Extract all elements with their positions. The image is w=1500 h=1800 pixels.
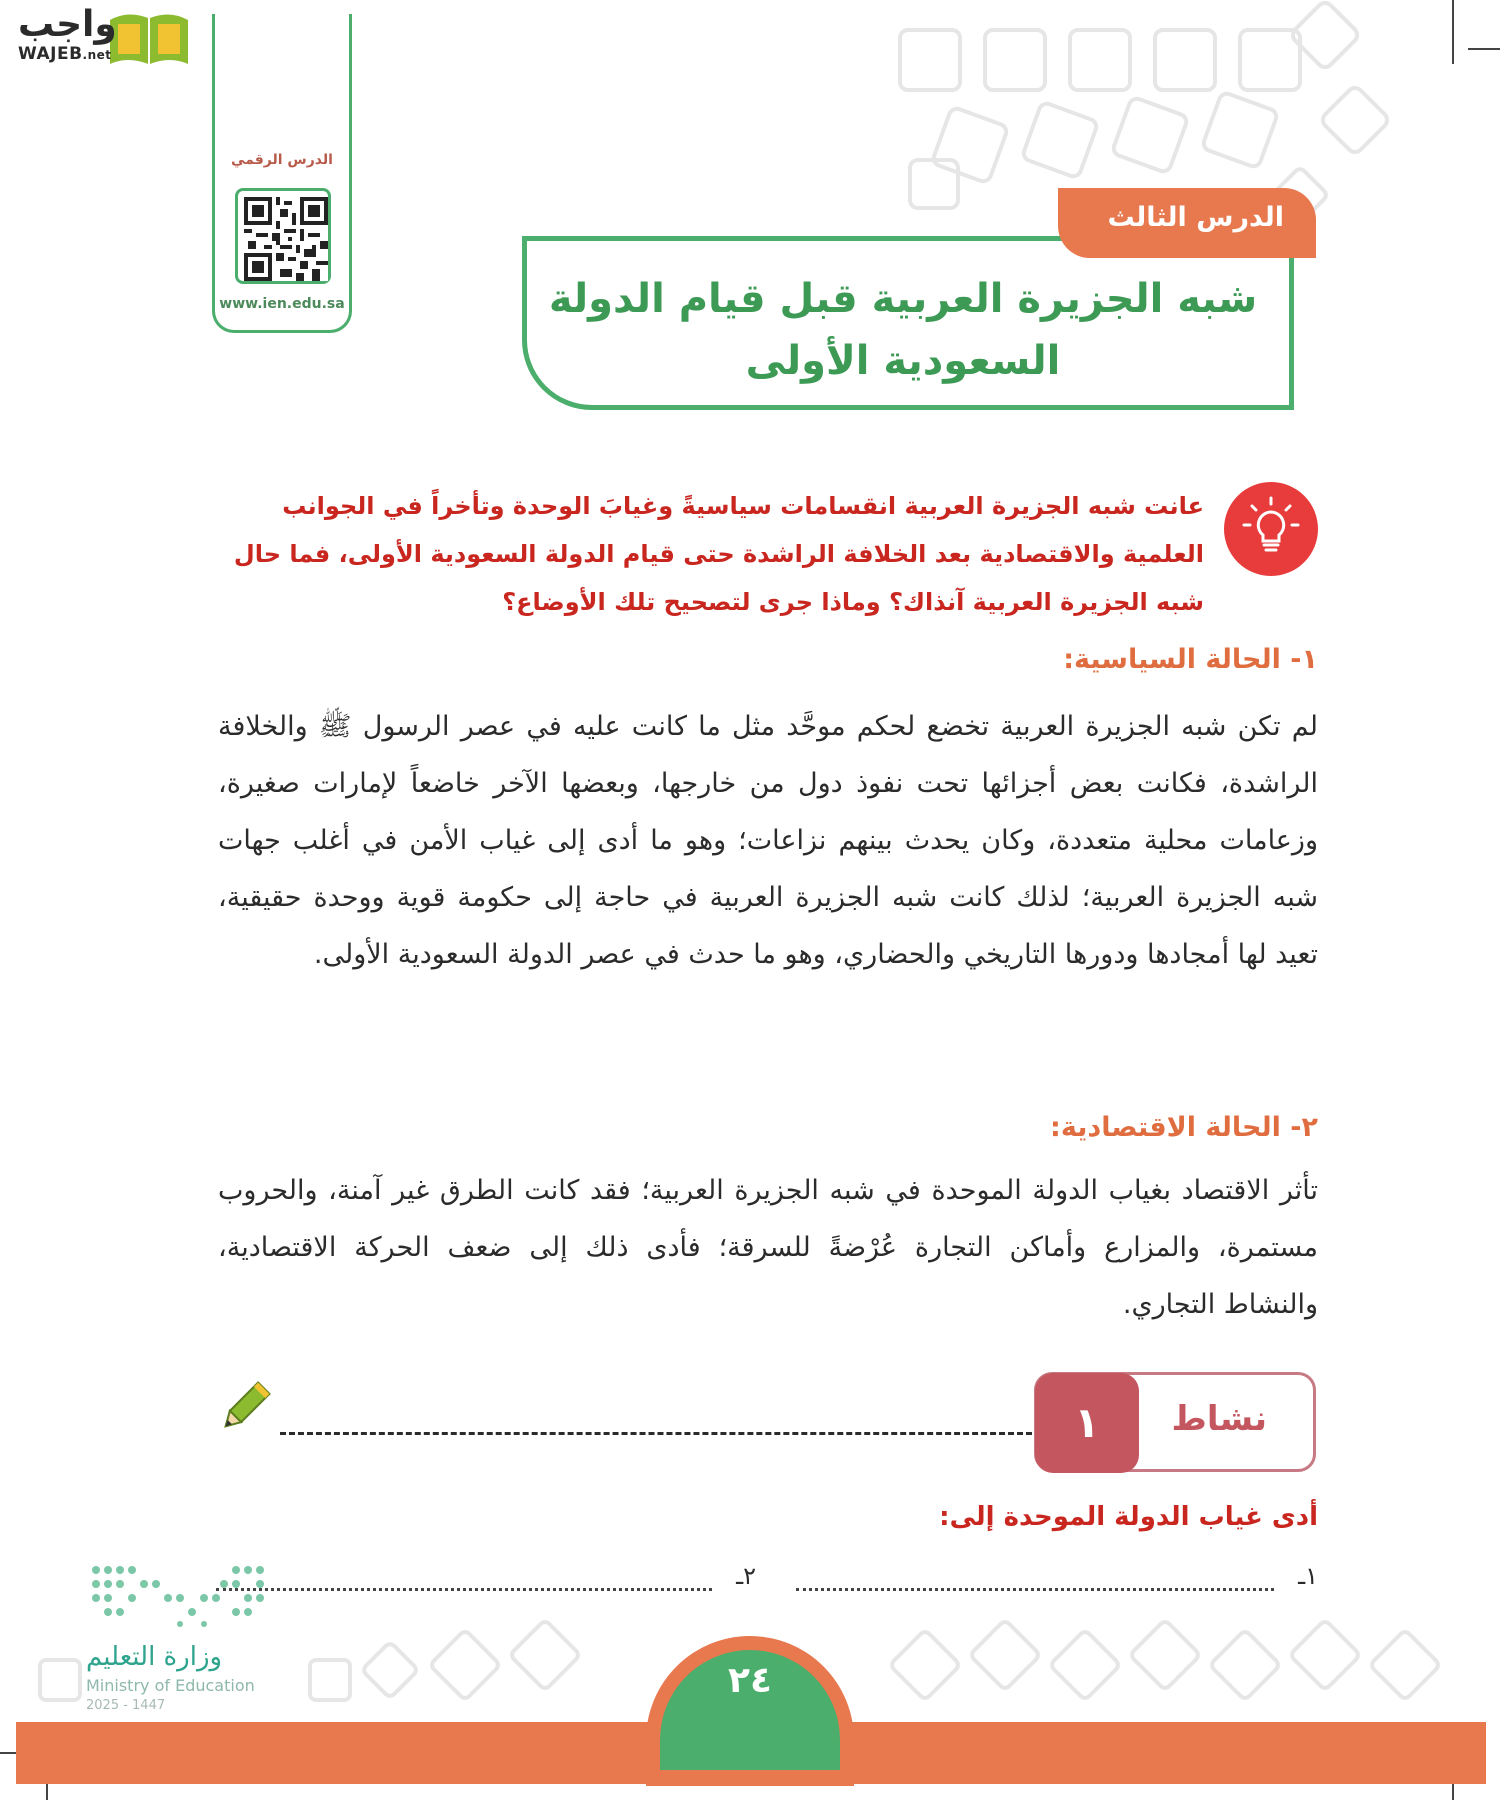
lightbulb-badge xyxy=(1224,482,1318,576)
section-body-political: لم تكن شبه الجزيرة العربية تخضع لحكم موحَّد مثل ما كانت عليه في عصر الرسول ﷺ والخلافة الراشدة، فكانت بعض أجزائها تحت نفوذ دول من خارجها، وبعضها الآخر خاضعاً لإمارات صغيرة، وزعامات محلية متعددة، وكان يحدث بينهم نزاعات؛ وهو ما أدى إلى غياب الأمن في أغلب جهات شبه الجزيرة العربية؛ لذلك كانت شبه الجزيرة العربية في حاجة إلى حكومة قوية ووحدة حقيقية، تعيد لها أمجادها ودورها التاريخي والحضاري، وهو ما حدث في عصر الدولة السعودية الأولى. xyxy=(218,711,1318,970)
lesson-title-line-2: السعودية الأولى xyxy=(745,338,1061,384)
activity-label: نشاط xyxy=(1171,1399,1267,1439)
lesson-intro-question: عانت شبه الجزيرة العربية انقسامات سياسيةً وغيابَ الوحدة وتأخراً في الجوانب العلمية والاقتصادية بعد الخلافة الراشدة حتى قيام الدولة السعودية الأولى، فما حال شبه الجزيرة العربية آنذاك؟ وماذا جرى لتصحيح تلك الأوضاع؟ xyxy=(233,492,1204,616)
crop-mark xyxy=(1452,0,1454,64)
digital-lesson-card[interactable] xyxy=(212,14,352,333)
page-number: ٢٤ xyxy=(728,1660,772,1701)
watermark-latin: WAJEB.net xyxy=(18,44,112,64)
answer-2-field[interactable] xyxy=(216,1588,712,1591)
lesson-number-label: الدرس الثالث xyxy=(1107,202,1284,233)
digital-lesson-label: الدرس الرقمي xyxy=(231,152,333,168)
book-icon xyxy=(104,6,194,68)
answer-1-label: ١ـ xyxy=(1298,1562,1318,1590)
lesson-title-box xyxy=(522,236,1294,410)
lightbulb-icon xyxy=(1224,482,1318,576)
answer-1-field[interactable] xyxy=(796,1588,1274,1591)
ministry-name-arabic: وزارة التعليم xyxy=(86,1642,223,1672)
ministry-dots-icon xyxy=(86,1560,276,1640)
ministry-of-education-logo xyxy=(86,1560,276,1720)
pencil-icon xyxy=(216,1378,272,1438)
section-heading-political: ١- الحالة السياسية: xyxy=(1063,644,1318,675)
activity-divider xyxy=(280,1432,1032,1435)
activity-question: أدى غياب الدولة الموحدة إلى: xyxy=(939,1502,1318,1532)
crop-mark xyxy=(1468,48,1500,50)
section-heading-economic: ٢- الحالة الاقتصادية: xyxy=(1050,1112,1318,1143)
qr-code-icon xyxy=(244,197,328,281)
answer-2-label: ٢ـ xyxy=(736,1562,756,1590)
ministry-name-english: Ministry of Education xyxy=(86,1676,255,1695)
wajeb-watermark-logo xyxy=(8,4,192,70)
lesson-title-line-1: شبه الجزيرة العربية قبل قيام الدولة xyxy=(548,276,1258,322)
section-body-economic: تأثر الاقتصاد بغياب الدولة الموحدة في شبه الجزيرة العربية؛ فقد كانت الطرق غير آمنة، والحروب مستمرة، والمزارع وأماكن التجارة عُرْضةً للسرقة؛ فأدى ذلك إلى ضعف الحركة الاقتصادية، والنشاط التجاري. xyxy=(218,1175,1318,1320)
ministry-year: 2025 - 1447 xyxy=(86,1698,166,1713)
qr-code[interactable] xyxy=(235,188,331,284)
activity-number: ١ xyxy=(1035,1373,1139,1473)
lesson-number-tab xyxy=(1058,188,1316,258)
watermark-arabic: واجب xyxy=(18,4,117,45)
activity-badge xyxy=(1034,1372,1316,1472)
digital-lesson-url[interactable]: www.ien.edu.sa xyxy=(219,296,345,312)
